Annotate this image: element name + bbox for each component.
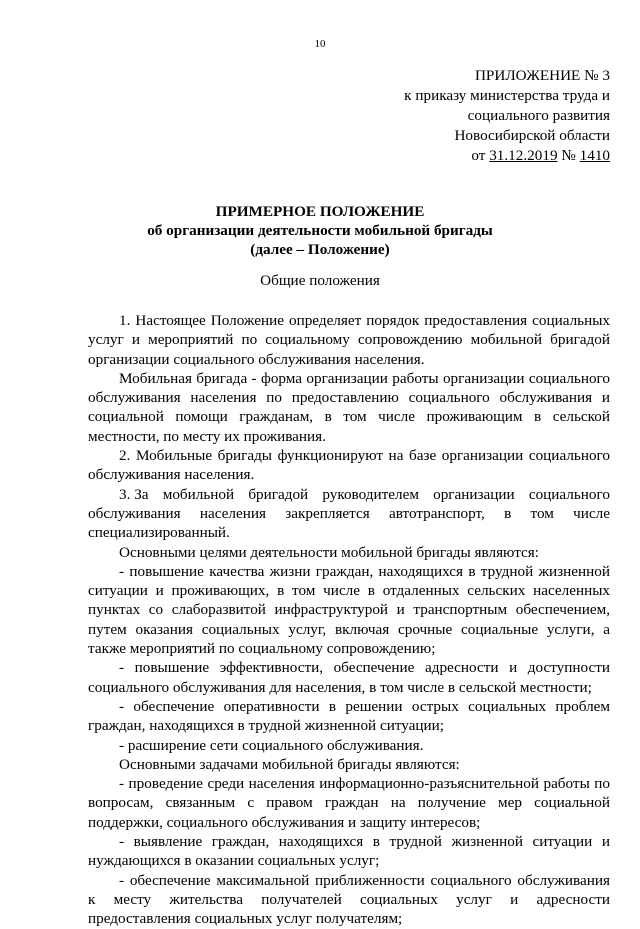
appendix-title: ПРИЛОЖЕНИЕ № 3 [474, 67, 610, 84]
paragraph-line: специализированный. [88, 524, 230, 542]
section-heading: Общие положения [260, 272, 380, 289]
paragraph: - обеспечение оперативности в решении острых социальных проблем граждан, находящихся в трудной жизненной ситуации; [88, 697, 610, 735]
paragraph: - проведение среди населения информационно-разъяснительной работы по вопросам, связанным с правом граждан на получение мер социальной поддержки, социального обслуживания и защиту интересов; [88, 775, 610, 831]
word: социального [528, 485, 610, 503]
word: бригадой [248, 485, 309, 503]
paragraph: 1. Настоящее Положение определяет порядок предоставления социальных услуг и мероприятий по социальному сопровождению мобильной бригадой организации социального обслуживания населения. [88, 312, 610, 368]
appendix-region: Новосибирской области [454, 127, 610, 144]
appendix-ministry: социального развития [467, 107, 610, 124]
appendix-date-line [310, 146, 610, 166]
word: населения [199, 504, 266, 522]
paragraph: - обеспечение максимальной приближенности социального обслуживания к месту жительства получателей социальных услуг и адресности предоставления социальных услуг получателям; [88, 871, 610, 928]
paragraph: Основными задачами мобильной бригады являются: [119, 755, 460, 773]
paragraph: - расширение сети социального обслуживания. [119, 736, 424, 754]
appendix-order-ref: к приказу министерства труда и [404, 87, 610, 104]
word: обслуживания [88, 504, 181, 522]
word: организации [433, 485, 515, 503]
paragraph: - повышение качества жизни граждан, находящихся в трудной жизненной ситуации и проживающих, в том числе в отдаленных сельских населенных пунктах со слаборазвитой инфраструктурой и транспортным обеспечением, путем оказания социальных услуг, включая срочные социальные услуги, а также мероприятий по социальному сопровождению; [88, 562, 610, 658]
number-prefix: № [557, 147, 580, 164]
paragraph: Мобильная бригада - форма организации работы организации социального обслуживания населения по предоставлению социального обслуживания и социальной помощи гражданам, в том числе проживающим в сельской местности, по месту их проживания. [88, 369, 610, 445]
word: закрепляется [285, 504, 370, 522]
order-date: 31.12.2019 [489, 147, 558, 164]
title-line-2: об организации деятельности мобильной бригады [147, 222, 493, 239]
document-title [0, 202, 640, 259]
word: автотранспорт, [389, 504, 485, 522]
paragraph: Основными целями деятельности мобильной бригады являются: [119, 543, 539, 561]
page-number: 10 [314, 38, 326, 50]
word: том [530, 504, 554, 522]
title-line-1: ПРИМЕРНОЕ ПОЛОЖЕНИЕ [215, 203, 425, 220]
paragraph: - выявление граждан, находящихся в трудной жизненной ситуации и нуждающихся в оказании социальных услуг; [88, 833, 610, 870]
document-body [88, 311, 610, 929]
paragraph: 2. Мобильные бригады функционируют на базе организации социального обслуживания населения. [88, 447, 610, 484]
order-number: 1410 [579, 147, 610, 164]
date-prefix: от [471, 147, 490, 164]
word: числе [573, 504, 610, 522]
title-line-3: (далее – Положение) [250, 241, 390, 258]
paragraph: - повышение эффективности, обеспечение адресности и доступности социального обслуживания для населения, в том числе в сельской местности; [88, 659, 610, 696]
paragraph-line [88, 485, 610, 504]
word: в [504, 504, 512, 522]
word: мобильной [162, 485, 235, 503]
word: 3. За [119, 485, 149, 503]
appendix-header [310, 66, 610, 166]
word: руководителем [322, 485, 419, 503]
paragraph-line [88, 504, 610, 523]
paragraph [88, 485, 610, 543]
